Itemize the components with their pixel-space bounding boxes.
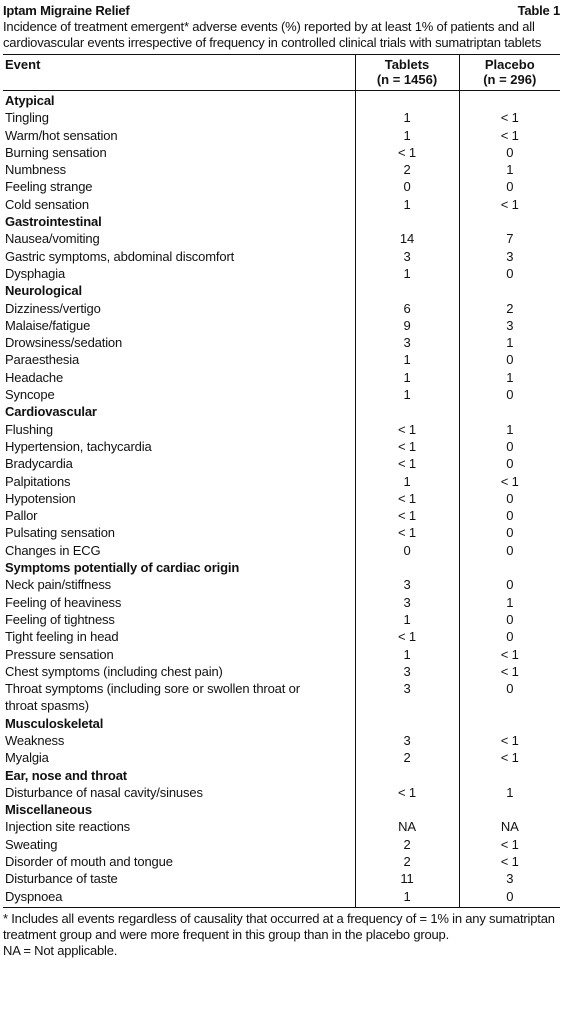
tablets-value: 2	[355, 161, 459, 178]
placebo-value: 0	[459, 576, 560, 593]
event-cell	[3, 611, 355, 628]
category-label: Cardiovascular	[5, 404, 97, 420]
document-title: Iptam Migraine Relief	[3, 3, 130, 18]
event-name: Dysphagia	[5, 265, 66, 281]
tablets-value: 14	[355, 230, 459, 247]
table-row	[3, 732, 560, 749]
placebo-value: < 1	[459, 732, 560, 749]
placebo-value: 0	[459, 351, 560, 368]
footnotes	[3, 907, 560, 959]
event-cell	[3, 196, 355, 213]
table-row	[3, 334, 560, 351]
tablets-value: < 1	[355, 784, 459, 801]
event-name: Numbness	[5, 162, 66, 178]
event-cell	[3, 109, 355, 126]
event-cell	[3, 870, 355, 887]
tablets-value: 1	[355, 888, 459, 907]
adverse-events-table	[3, 54, 560, 907]
tablets-value: 6	[355, 300, 459, 317]
table-row	[3, 784, 560, 801]
table-row	[3, 524, 560, 541]
placebo-value: < 1	[459, 646, 560, 663]
empty-cell	[459, 213, 560, 230]
tablets-value: 1	[355, 127, 459, 144]
placebo-value: 3	[459, 317, 560, 334]
table-row	[3, 542, 560, 559]
table-row	[3, 230, 560, 247]
placebo-value: < 1	[459, 749, 560, 766]
event-name: Palpitations	[5, 473, 71, 489]
event-name: Burning sensation	[5, 144, 107, 160]
table-row	[3, 490, 560, 507]
event-name-continued: throat spasms)	[5, 698, 89, 714]
event-name: Nausea/vomiting	[5, 231, 100, 247]
placebo-value: 0	[459, 490, 560, 507]
event-cell	[3, 680, 355, 715]
column-header-event: Event	[3, 55, 355, 91]
empty-cell	[355, 213, 459, 230]
empty-cell	[355, 801, 459, 818]
placebo-label: Placebo	[484, 57, 535, 72]
category-row	[3, 282, 560, 299]
table-row	[3, 127, 560, 144]
category-label: Neurological	[5, 283, 82, 299]
empty-cell	[355, 403, 459, 420]
event-name: Disorder of mouth and tongue	[5, 854, 173, 870]
footnote-asterisk: * Includes all events regardless of causality that occurred at a frequency of = 1% in any sumatriptan treatment group and were more frequent in this group than in the placebo group.	[3, 910, 555, 942]
empty-cell	[459, 801, 560, 818]
placebo-value: 3	[459, 870, 560, 887]
table-row	[3, 144, 560, 161]
table-row	[3, 646, 560, 663]
event-cell	[3, 594, 355, 611]
event-name: Changes in ECG	[5, 542, 101, 558]
tablets-value: 3	[355, 663, 459, 680]
tablets-value: 2	[355, 749, 459, 766]
event-name: Neck pain/stiffness	[5, 577, 112, 593]
event-name: Sweating	[5, 836, 58, 852]
tablets-value: < 1	[355, 490, 459, 507]
event-name: Chest symptoms (including chest pain)	[5, 663, 223, 679]
table-row	[3, 611, 560, 628]
category-row	[3, 213, 560, 230]
event-name: Warm/hot sensation	[5, 127, 118, 143]
table-row	[3, 421, 560, 438]
placebo-value: 1	[459, 369, 560, 386]
event-name: Feeling of tightness	[5, 611, 115, 627]
category-label: Musculoskeletal	[5, 715, 104, 731]
event-name: Hypotension	[5, 490, 76, 506]
event-cell	[3, 300, 355, 317]
event-cell	[3, 507, 355, 524]
event-name: Throat symptoms (including sore or swollen throat or	[5, 681, 300, 697]
empty-cell	[459, 559, 560, 576]
table-row	[3, 473, 560, 490]
event-name: Pressure sensation	[5, 646, 114, 662]
tablets-value: 1	[355, 196, 459, 213]
table-row	[3, 507, 560, 524]
table-row	[3, 196, 560, 213]
table-row	[3, 628, 560, 645]
event-cell	[3, 317, 355, 334]
tablets-value: 1	[355, 109, 459, 126]
table-row	[3, 594, 560, 611]
tablets-value: < 1	[355, 524, 459, 541]
placebo-value: < 1	[459, 663, 560, 680]
event-name: Tight feeling in head	[5, 629, 119, 645]
event-name: Injection site reactions	[5, 819, 131, 835]
placebo-value: 1	[459, 594, 560, 611]
event-name: Pulsating sensation	[5, 525, 115, 541]
event-name: Hypertension, tachycardia	[5, 438, 152, 454]
event-name: Tingling	[5, 110, 49, 126]
tablets-n: (n = 1456)	[376, 72, 438, 87]
placebo-value: < 1	[459, 853, 560, 870]
event-cell	[3, 888, 355, 907]
placebo-value: < 1	[459, 109, 560, 126]
empty-cell	[355, 282, 459, 299]
event-cell	[3, 248, 355, 265]
empty-cell	[459, 715, 560, 732]
event-name: Weakness	[5, 732, 65, 748]
header-row	[3, 3, 560, 18]
event-name: Cold sensation	[5, 196, 89, 212]
tablets-value: 11	[355, 870, 459, 887]
tablets-value: 3	[355, 680, 459, 715]
table-row	[3, 386, 560, 403]
empty-cell	[355, 91, 459, 110]
placebo-value: < 1	[459, 127, 560, 144]
table-body	[3, 91, 560, 907]
event-name: Flushing	[5, 421, 53, 437]
placebo-value: 0	[459, 144, 560, 161]
event-name: Dyspnoea	[5, 888, 63, 904]
event-name: Pallor	[5, 508, 38, 524]
table-row	[3, 265, 560, 282]
empty-cell	[459, 91, 560, 110]
event-name: Headache	[5, 369, 64, 385]
event-cell	[3, 178, 355, 195]
tablets-value: 1	[355, 351, 459, 368]
placebo-value: 0	[459, 178, 560, 195]
table-row	[3, 680, 560, 715]
column-header-placebo	[459, 55, 560, 91]
placebo-value: 7	[459, 230, 560, 247]
table-row	[3, 853, 560, 870]
event-cell	[3, 490, 355, 507]
placebo-value: NA	[459, 818, 560, 835]
table-row	[3, 248, 560, 265]
event-name: Feeling of heaviness	[5, 594, 122, 610]
tablets-value: 3	[355, 594, 459, 611]
table-row	[3, 317, 560, 334]
placebo-value: < 1	[459, 836, 560, 853]
table-row	[3, 663, 560, 680]
event-cell	[3, 144, 355, 161]
placebo-value: 0	[459, 611, 560, 628]
tablets-label: Tablets	[384, 57, 430, 72]
category-label: Atypical	[5, 93, 55, 108]
category-label: Miscellaneous	[5, 802, 92, 818]
event-cell	[3, 473, 355, 490]
table-row	[3, 576, 560, 593]
tablets-value: < 1	[355, 455, 459, 472]
tablets-value: 1	[355, 386, 459, 403]
event-name: Malaise/fatigue	[5, 317, 91, 333]
placebo-value: 0	[459, 265, 560, 282]
event-cell	[3, 127, 355, 144]
event-cell	[3, 455, 355, 472]
table-row	[3, 818, 560, 835]
tablets-value: 3	[355, 334, 459, 351]
placebo-value: < 1	[459, 473, 560, 490]
event-cell	[3, 351, 355, 368]
category-label: Symptoms potentially of cardiac origin	[5, 560, 240, 576]
placebo-value: 1	[459, 421, 560, 438]
tablets-value: 1	[355, 265, 459, 282]
tablets-value: < 1	[355, 507, 459, 524]
tablets-value: 1	[355, 646, 459, 663]
category-row	[3, 715, 560, 732]
event-cell	[3, 438, 355, 455]
table-row	[3, 109, 560, 126]
placebo-value: 1	[459, 161, 560, 178]
placebo-n: (n = 296)	[483, 72, 537, 87]
tablets-value: < 1	[355, 144, 459, 161]
table-row	[3, 178, 560, 195]
event-cell	[3, 749, 355, 766]
table-label: Table 1	[517, 3, 560, 18]
placebo-value: 0	[459, 628, 560, 645]
event-cell	[3, 161, 355, 178]
event-cell	[3, 421, 355, 438]
event-cell	[3, 836, 355, 853]
table-row	[3, 351, 560, 368]
column-header-tablets	[355, 55, 459, 91]
table-row	[3, 369, 560, 386]
tablets-value: 1	[355, 473, 459, 490]
event-name: Disturbance of nasal cavity/sinuses	[5, 784, 203, 800]
tablets-value: < 1	[355, 628, 459, 645]
tablets-value: 3	[355, 248, 459, 265]
event-cell	[3, 542, 355, 559]
table-header	[3, 55, 560, 91]
placebo-value: 0	[459, 888, 560, 907]
table-row	[3, 455, 560, 472]
table-row	[3, 836, 560, 853]
placebo-value: < 1	[459, 196, 560, 213]
table-row	[3, 161, 560, 178]
placebo-value: 0	[459, 455, 560, 472]
empty-cell	[355, 767, 459, 784]
event-name: Syncope	[5, 387, 55, 403]
tablets-value: 2	[355, 836, 459, 853]
table-caption: Incidence of treatment emergent* adverse events (%) reported by at least 1% of patients and all cardiovascular events irrespective of frequency in controlled clinical trials with sumatriptan tablets	[3, 19, 542, 50]
tablets-value: 2	[355, 853, 459, 870]
event-cell	[3, 732, 355, 749]
category-row	[3, 403, 560, 420]
placebo-value: 0	[459, 386, 560, 403]
empty-cell	[355, 559, 459, 576]
event-cell	[3, 628, 355, 645]
event-cell	[3, 576, 355, 593]
category-label: Gastrointestinal	[5, 214, 102, 230]
empty-cell	[459, 767, 560, 784]
table-row	[3, 300, 560, 317]
event-cell	[3, 853, 355, 870]
event-cell	[3, 663, 355, 680]
placebo-value: 0	[459, 524, 560, 541]
placebo-value: 1	[459, 334, 560, 351]
placebo-value: 0	[459, 542, 560, 559]
tablets-value: 3	[355, 732, 459, 749]
table-row	[3, 749, 560, 766]
event-cell	[3, 369, 355, 386]
placebo-value: 0	[459, 680, 560, 715]
table-row	[3, 870, 560, 887]
tablets-value: 9	[355, 317, 459, 334]
event-name: Drowsiness/sedation	[5, 335, 123, 351]
event-name: Feeling strange	[5, 179, 93, 195]
tablets-value: 1	[355, 369, 459, 386]
event-name: Dizziness/vertigo	[5, 300, 101, 316]
category-row	[3, 91, 560, 110]
empty-cell	[459, 403, 560, 420]
footnote-na: NA = Not applicable.	[3, 942, 118, 958]
event-name: Disturbance of taste	[5, 871, 118, 887]
category-label: Ear, nose and throat	[5, 767, 127, 783]
event-cell	[3, 265, 355, 282]
category-row	[3, 801, 560, 818]
table-row	[3, 438, 560, 455]
category-row	[3, 559, 560, 576]
event-name: Gastric symptoms, abdominal discomfort	[5, 248, 235, 264]
event-cell	[3, 334, 355, 351]
event-name: Bradycardia	[5, 456, 73, 472]
tablets-value: < 1	[355, 421, 459, 438]
event-cell	[3, 386, 355, 403]
placebo-value: 2	[459, 300, 560, 317]
placebo-value: 0	[459, 438, 560, 455]
event-name: Paraesthesia	[5, 352, 80, 368]
tablets-value: 1	[355, 611, 459, 628]
event-cell	[3, 818, 355, 835]
placebo-value: 1	[459, 784, 560, 801]
event-cell	[3, 230, 355, 247]
tablets-value: 0	[355, 178, 459, 195]
table-row	[3, 888, 560, 907]
empty-cell	[459, 282, 560, 299]
event-cell	[3, 646, 355, 663]
tablets-value: NA	[355, 818, 459, 835]
event-name: Myalgia	[5, 750, 49, 766]
event-cell	[3, 524, 355, 541]
event-cell	[3, 784, 355, 801]
category-row	[3, 767, 560, 784]
tablets-value: 0	[355, 542, 459, 559]
placebo-value: 0	[459, 507, 560, 524]
tablets-value: < 1	[355, 438, 459, 455]
tablets-value: 3	[355, 576, 459, 593]
empty-cell	[355, 715, 459, 732]
placebo-value: 3	[459, 248, 560, 265]
